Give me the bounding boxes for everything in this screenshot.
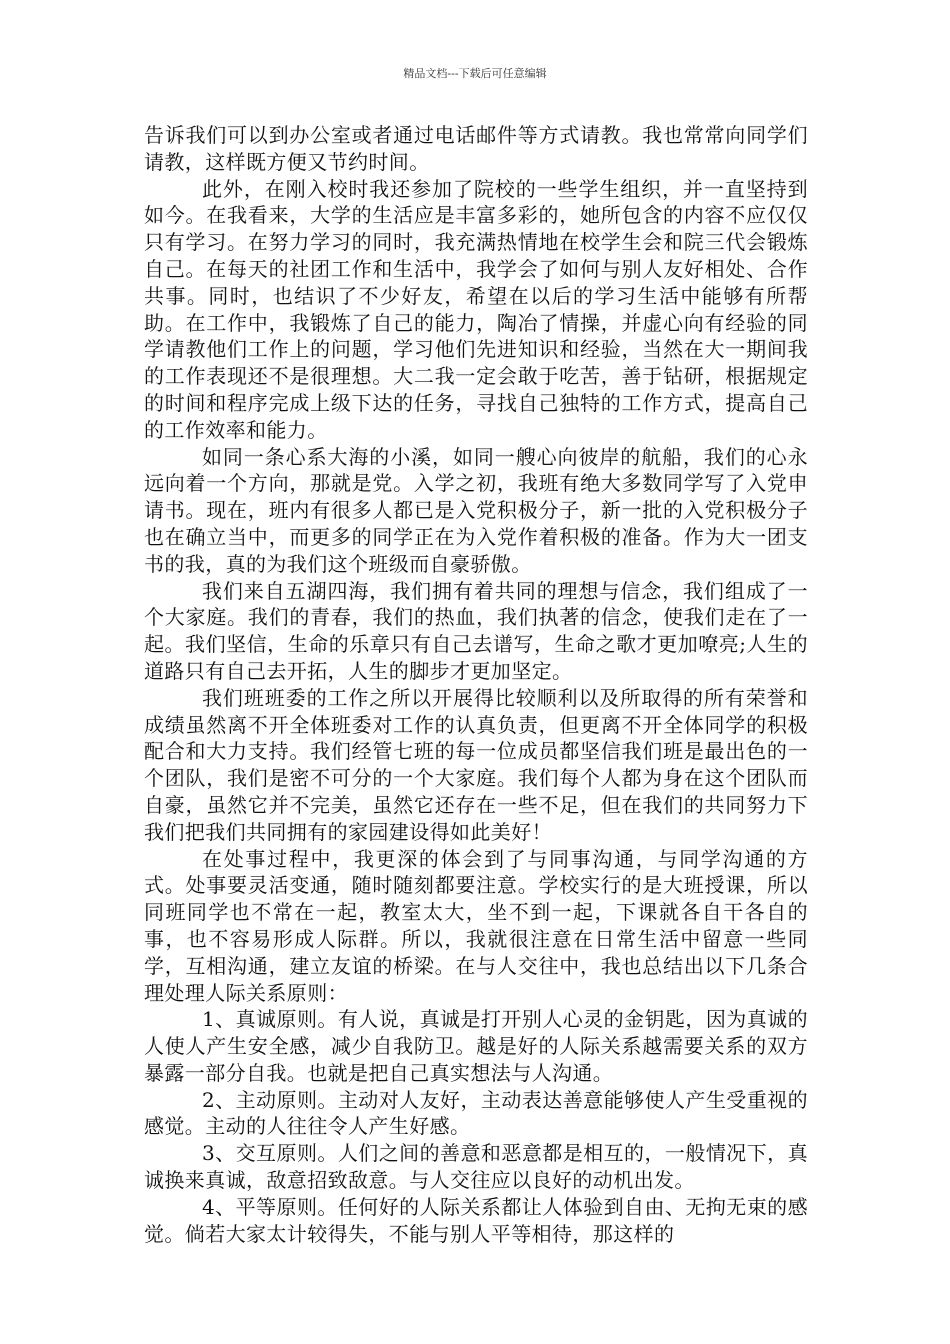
- list-item-principle: 1、真诚原则。有人说，真诚是打开别人心灵的金钥匙，因为真诚的人使人产生安全感，减少自我防卫。越是好的人际关系越需要关系的双方暴露一部分自我。也就是把自己真实想法与人沟通。: [144, 1007, 808, 1085]
- list-item-principle: 2、主动原则。主动对人友好，主动表达善意能够使人产生受重视的感觉。主动的人往往令人产生好感。: [144, 1087, 808, 1139]
- paragraph: 告诉我们可以到办公室或者通过电话邮件等方式请教。我也常常向同学们请教，这样既方便又节约时间。: [144, 123, 808, 174]
- paragraph: 我们班班委的工作之所以开展得比较顺利以及所取得的所有荣誉和成绩虽然离不开全体班委对工作的认真负责，但更离不开全体同学的积极配合和大力支持。我们经管七班的每一位成员都坚信我们班是最出色的一个团队，我们是密不可分的一个大家庭。我们每个人都为身在这个团队而自豪，虽然它并不完美，虽然它还存在一些不足，但在我们的共同努力下我们把我们共同拥有的家园建设得如此美好！: [144, 685, 808, 844]
- paragraph: 如同一条心系大海的小溪，如同一艘心向彼岸的航船，我们的心永远向着一个方向，那就是党。入学之初，我班有绝大多数同学写了入党申请书。现在，班内有很多人都已是入党积极分子，新一批的入党积极分子也在确立当中，而更多的同学正在为入党作着积极的准备。作为大一团支书的我，真的为我们这个班级而自豪骄傲。: [144, 444, 808, 576]
- paragraph: 我们来自五湖四海，我们拥有着共同的理想与信念，我们组成了一个大家庭。我们的青春，我们的热血，我们执著的信念，使我们走在了一起。我们坚信，生命的乐章只有自己去谱写，生命之歌才更加嘹亮;人生的道路只有自己去开拓，人生的脚步才更加坚定。: [144, 578, 808, 683]
- list-item-principle: 4、平等原则。任何好的人际关系都让人体验到自由、无拘无束的感觉。倘若大家太计较得失，不能与别人平等相待，那这样的: [144, 1194, 808, 1246]
- list-item-principle: 3、交互原则。人们之间的善意和恶意都是相互的，一般情况下，真诚换来真诚，敌意招致敌意。与人交往应以良好的动机出发。: [144, 1141, 808, 1193]
- document-body: [144, 122, 808, 1247]
- page-header: 精品文档---下载后可任意编辑: [403, 67, 547, 80]
- paragraph: 在处事过程中，我更深的体会到了与同事沟通，与同学沟通的方式。处事要灵活变通，随时随刻都要注意。学校实行的是大班授课，所以同班同学也不常在一起，教室太大，坐不到一起，下课就各自干各自的事，也不容易形成人际群。所以，我就很注意在日常生活中留意一些同学，互相沟通，建立友谊的桥梁。在与人交往中，我也总结出以下几条合理处理人际关系原则：: [144, 846, 808, 1005]
- paragraph: 此外，在刚入校时我还参加了院校的一些学生组织，并一直坚持到如今。在我看来，大学的生活应是丰富多彩的，她所包含的内容不应仅仅只有学习。在努力学习的同时，我充满热情地在校学生会和院三代会锻炼自己。在每天的社团工作和生活中，我学会了如何与别人友好相处、合作共事。同时，也结识了不少好友，希望在以后的学习生活中能够有所帮助。在工作中，我锻炼了自己的能力，陶冶了情操，并虚心向有经验的同学请教他们工作上的问题，学习他们先进知识和经验，当然在大一期间我的工作表现还不是很理想。大二我一定会敢于吃苦，善于钻研，根据规定的时间和程序完成上级下达的任务，寻找自己独特的工作方式，提高自己的工作效率和能力。: [144, 176, 808, 442]
